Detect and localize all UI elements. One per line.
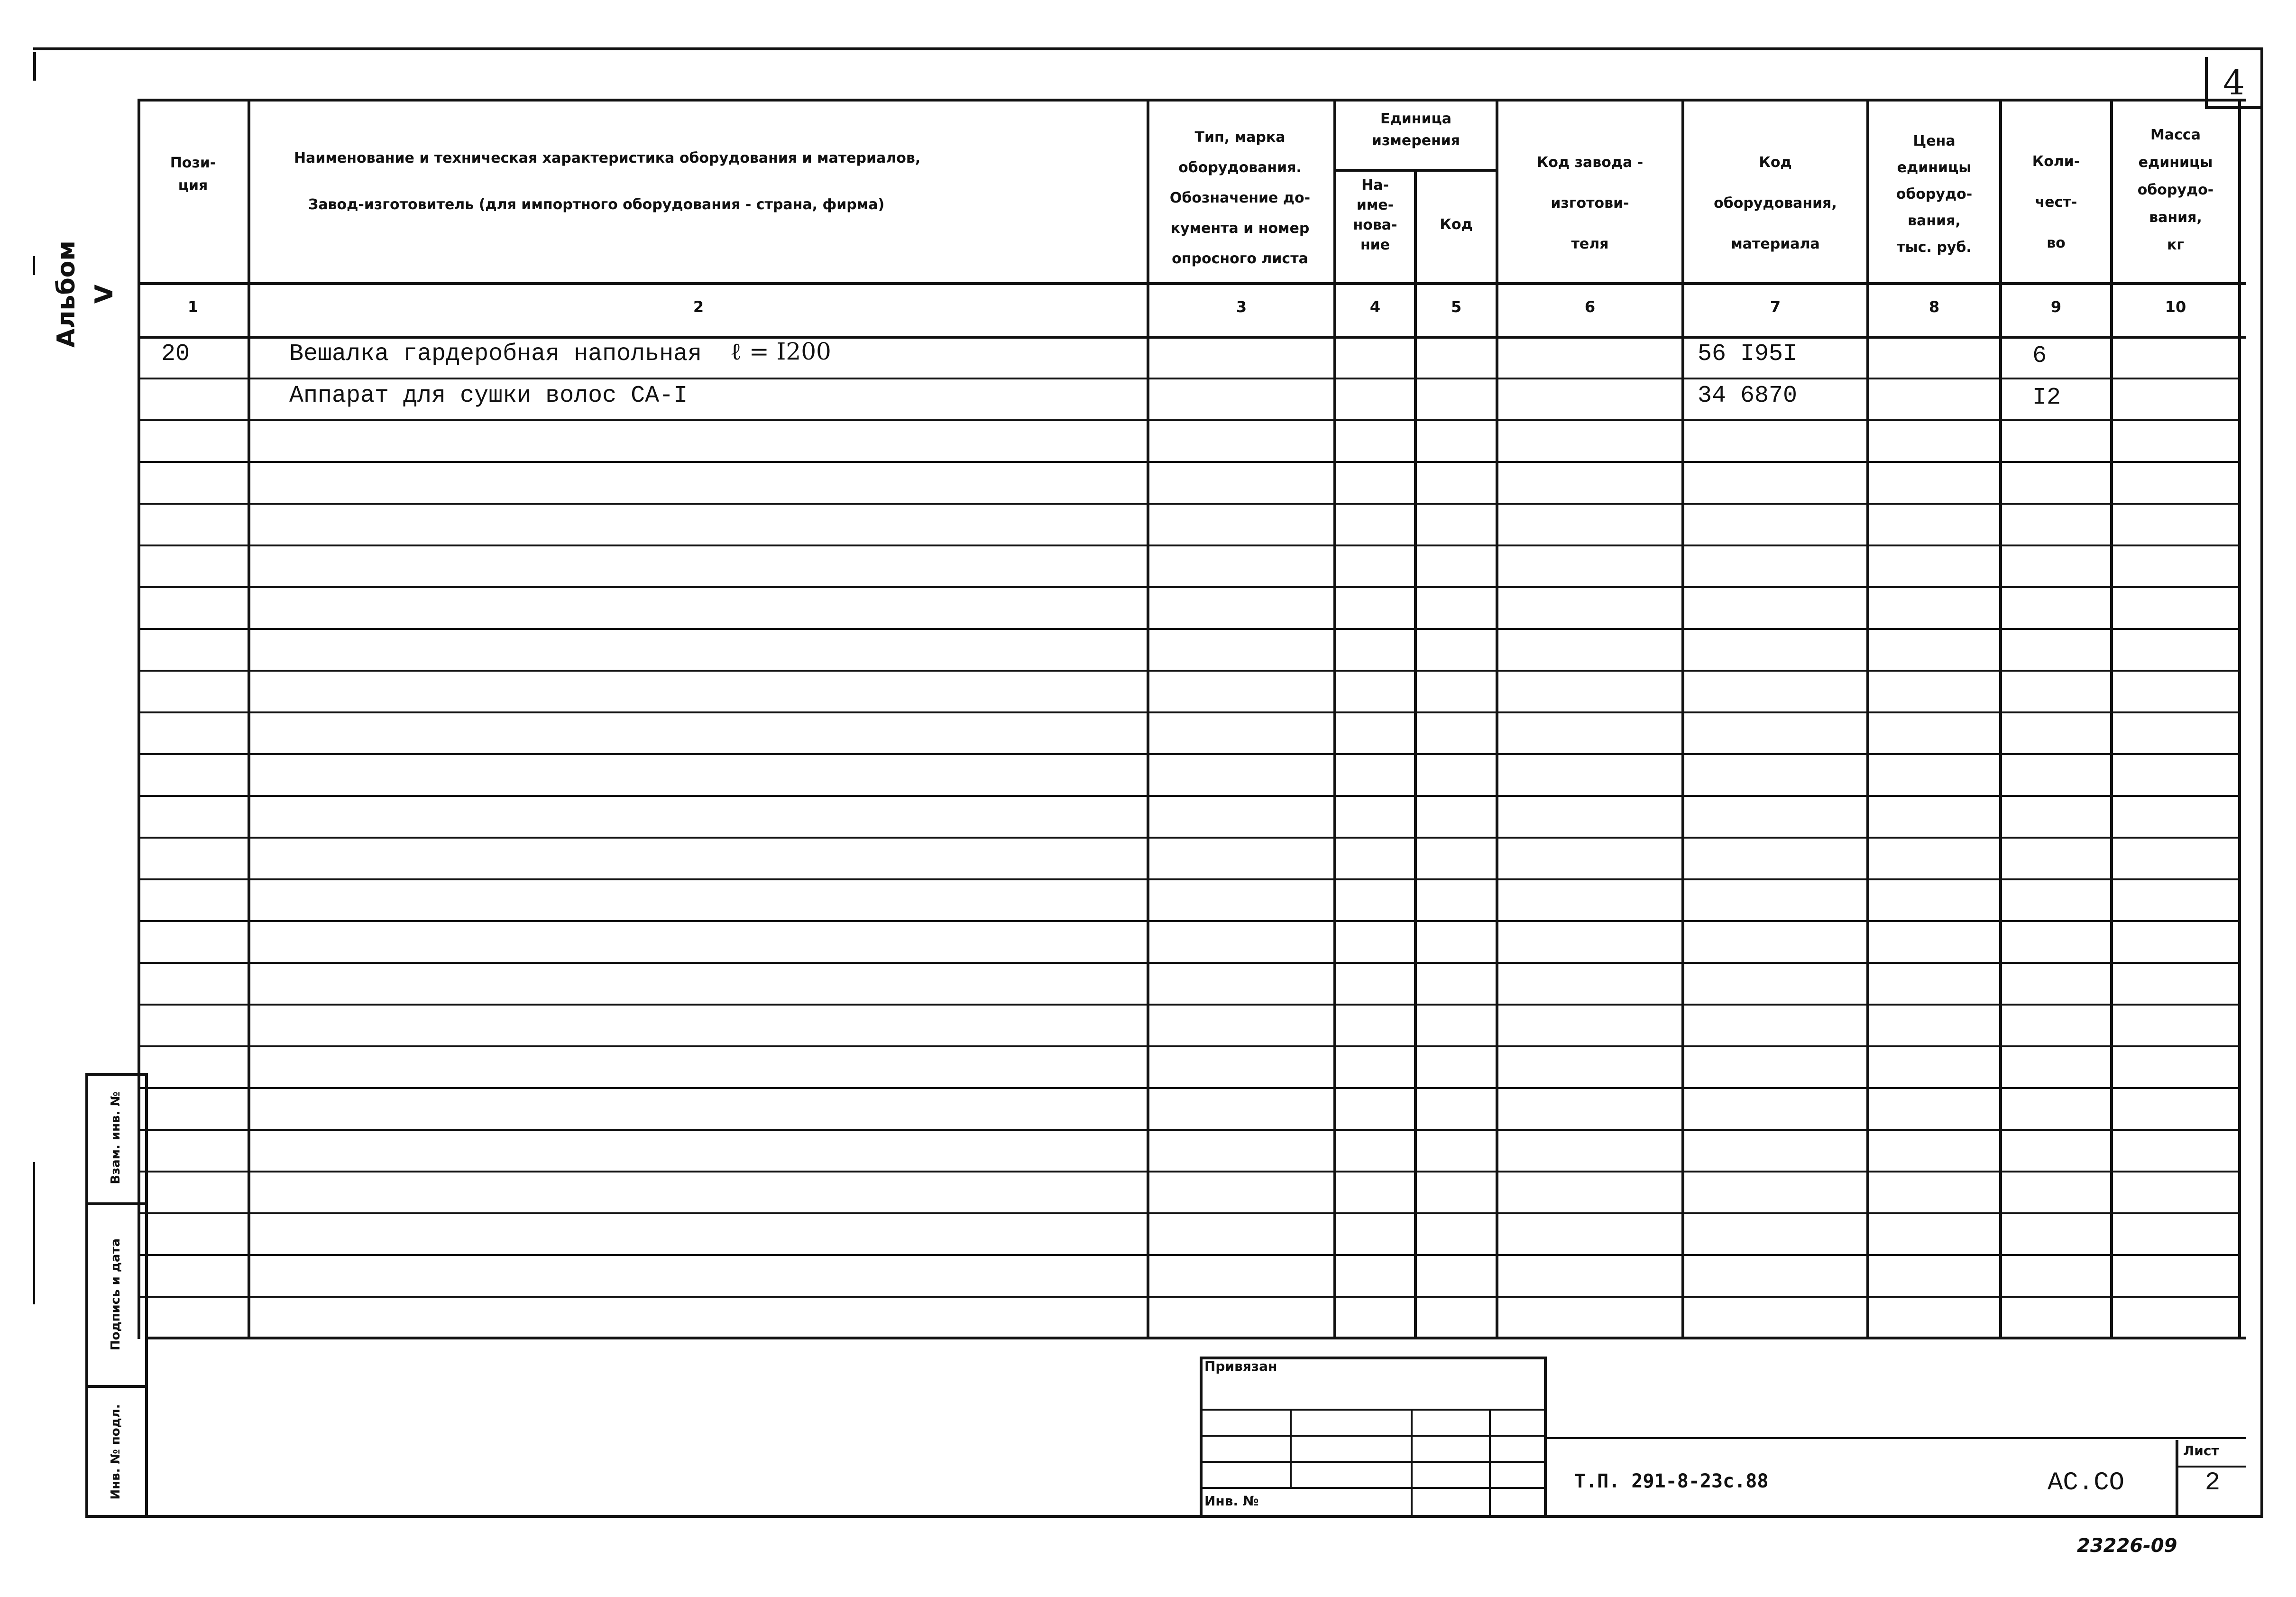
header-unit-mass: Масса единицы оборудо- вания, кг — [2137, 127, 2214, 253]
corner-box-bottom — [2205, 106, 2262, 109]
table-row-line — [138, 1296, 2238, 1298]
column-number-5: 5 — [1451, 298, 1462, 316]
col-line-9 — [2110, 99, 2113, 1339]
header-bottom-line — [138, 282, 2246, 285]
col-line-0 — [138, 99, 140, 1339]
table-row-line — [138, 878, 2238, 880]
header-type-mark: Тип, марка оборудования. Обозначение до- кумента и номер опросного листа — [1169, 129, 1311, 267]
table-row-line — [138, 920, 2238, 922]
header-name-line1: Наименование и техническая характеристика оборудования и материалов, — [294, 150, 921, 166]
table-top-line — [138, 99, 2246, 102]
column-number-7: 7 — [1770, 298, 1781, 316]
table-row-line — [138, 795, 2238, 797]
frame-left-tick-1 — [33, 52, 36, 81]
column-number-9: 9 — [2050, 298, 2062, 316]
priv-box-col2 — [1411, 1409, 1413, 1515]
frame-left-tick-2 — [33, 256, 35, 275]
sheet-label: Лист — [2183, 1443, 2219, 1459]
header-unit-name: На- име- нова- ние — [1353, 177, 1397, 253]
sheet-box-left — [2176, 1440, 2178, 1515]
header-unit-group: Единица измерения — [1371, 111, 1460, 149]
sheet-code: АС.СО — [2048, 1468, 2125, 1497]
stamp-replace-inv: Взам. инв. № — [109, 1091, 123, 1184]
bottom-stamp: 23226-09 — [2077, 1535, 2177, 1557]
column-number-10: 10 — [2165, 298, 2186, 316]
table-row-line — [138, 1171, 2238, 1172]
col-line-3 — [1333, 99, 1336, 1339]
priv-box-row3 — [1200, 1461, 1545, 1463]
table-row-line — [138, 962, 2238, 964]
table-row-line — [138, 628, 2238, 630]
stamp-line-top — [85, 1073, 145, 1076]
stamp-original-inv: Инв. № подл. — [109, 1404, 123, 1500]
sheet-corner-number: 4 — [2223, 63, 2245, 102]
doc-code: Т.П. 291-8-23с.88 — [1574, 1470, 1769, 1492]
header-equipment-code: Код оборудования, материала — [1714, 154, 1837, 252]
priv-box-col3 — [1489, 1409, 1491, 1515]
column-number-3: 3 — [1236, 298, 1247, 316]
col-line-1 — [248, 99, 250, 1339]
column-number-4: 4 — [1369, 298, 1381, 316]
row1-name: Вешалка гардеробная напольная — [289, 341, 702, 368]
table-row-line — [138, 1045, 2238, 1047]
header-unit-price: Цена единицы оборудо- вания, тыс. руб. — [1896, 133, 1973, 256]
table-row-line — [138, 586, 2238, 588]
table-row-line — [138, 1129, 2238, 1131]
table-row-line — [138, 419, 2238, 421]
row1-name-suffix: ℓ = I200 — [730, 338, 831, 365]
header-quantity: Коли- чест- во — [2032, 153, 2080, 251]
table-row-line — [138, 1254, 2238, 1256]
row2-equipment-code: 34 6870 — [1698, 382, 1798, 409]
table-row-line — [138, 711, 2238, 713]
table-row-line — [138, 503, 2238, 505]
sheet-number: 2 — [2204, 1468, 2221, 1497]
col-line-10 — [2238, 99, 2241, 1339]
frame-left-tick-3 — [33, 1162, 35, 1304]
priv-box-row4 — [1200, 1487, 1545, 1489]
table-row-line — [138, 545, 2238, 546]
stamp-left-outer — [85, 1073, 88, 1518]
row1-position: 20 — [161, 341, 190, 368]
column-number-2: 2 — [693, 298, 704, 316]
table-row-line — [138, 378, 2238, 379]
header-position: Пози- ция — [170, 155, 216, 194]
priv-box-col1 — [1290, 1409, 1292, 1487]
stamp-signature-date: Подпись и дата — [109, 1238, 123, 1351]
header-name-line2: Завод-изготовитель (для импортного оборудования - страна, фирма) — [308, 196, 885, 213]
title-block-top — [145, 1337, 2246, 1339]
doc-code-top-line — [1546, 1437, 2246, 1439]
priv-box-row2 — [1200, 1435, 1545, 1437]
table-row-line — [138, 1004, 2238, 1006]
col-line-7 — [1866, 99, 1869, 1339]
priv-box-row1 — [1200, 1409, 1545, 1411]
table-row-line — [138, 837, 2238, 839]
table-row-line — [138, 461, 2238, 463]
row1-quantity: 6 — [2032, 342, 2047, 369]
title-block-bottom — [85, 1515, 2262, 1518]
stamp-line-2 — [85, 1202, 145, 1205]
col-line-8 — [1999, 99, 2002, 1339]
row2-quantity: I2 — [2032, 384, 2061, 411]
row2-name: Аппарат для сушки волос СА-I — [289, 382, 688, 409]
col-line-6 — [1681, 99, 1684, 1339]
stamp-left-inner — [145, 1073, 148, 1518]
table-row-line — [138, 1212, 2238, 1214]
table-row-line — [138, 1087, 2238, 1089]
table-row-line — [138, 753, 2238, 755]
sheet-box-mid — [2176, 1466, 2246, 1468]
col-line-2 — [1147, 99, 1149, 1339]
colnum-bottom-line — [138, 336, 2246, 339]
column-number-1: 1 — [187, 298, 199, 316]
frame-top-line — [33, 47, 2262, 50]
row1-equipment-code: 56 I95I — [1698, 341, 1798, 368]
privyazan-label: Привязан — [1204, 1358, 1277, 1374]
column-number-8: 8 — [1929, 298, 1940, 316]
table-row-line — [138, 670, 2238, 672]
col-line-4 — [1414, 169, 1417, 1339]
frame-right-line — [2260, 47, 2263, 1518]
header-factory-code: Код завода - изготови- теля — [1536, 154, 1644, 252]
col-line-5 — [1496, 99, 1498, 1339]
side-album-label: Альбом Ⅴ — [52, 240, 119, 348]
column-number-6: 6 — [1584, 298, 1596, 316]
inv-no-label: Инв. № — [1204, 1493, 1259, 1509]
header-unit-code: Код — [1440, 216, 1473, 233]
